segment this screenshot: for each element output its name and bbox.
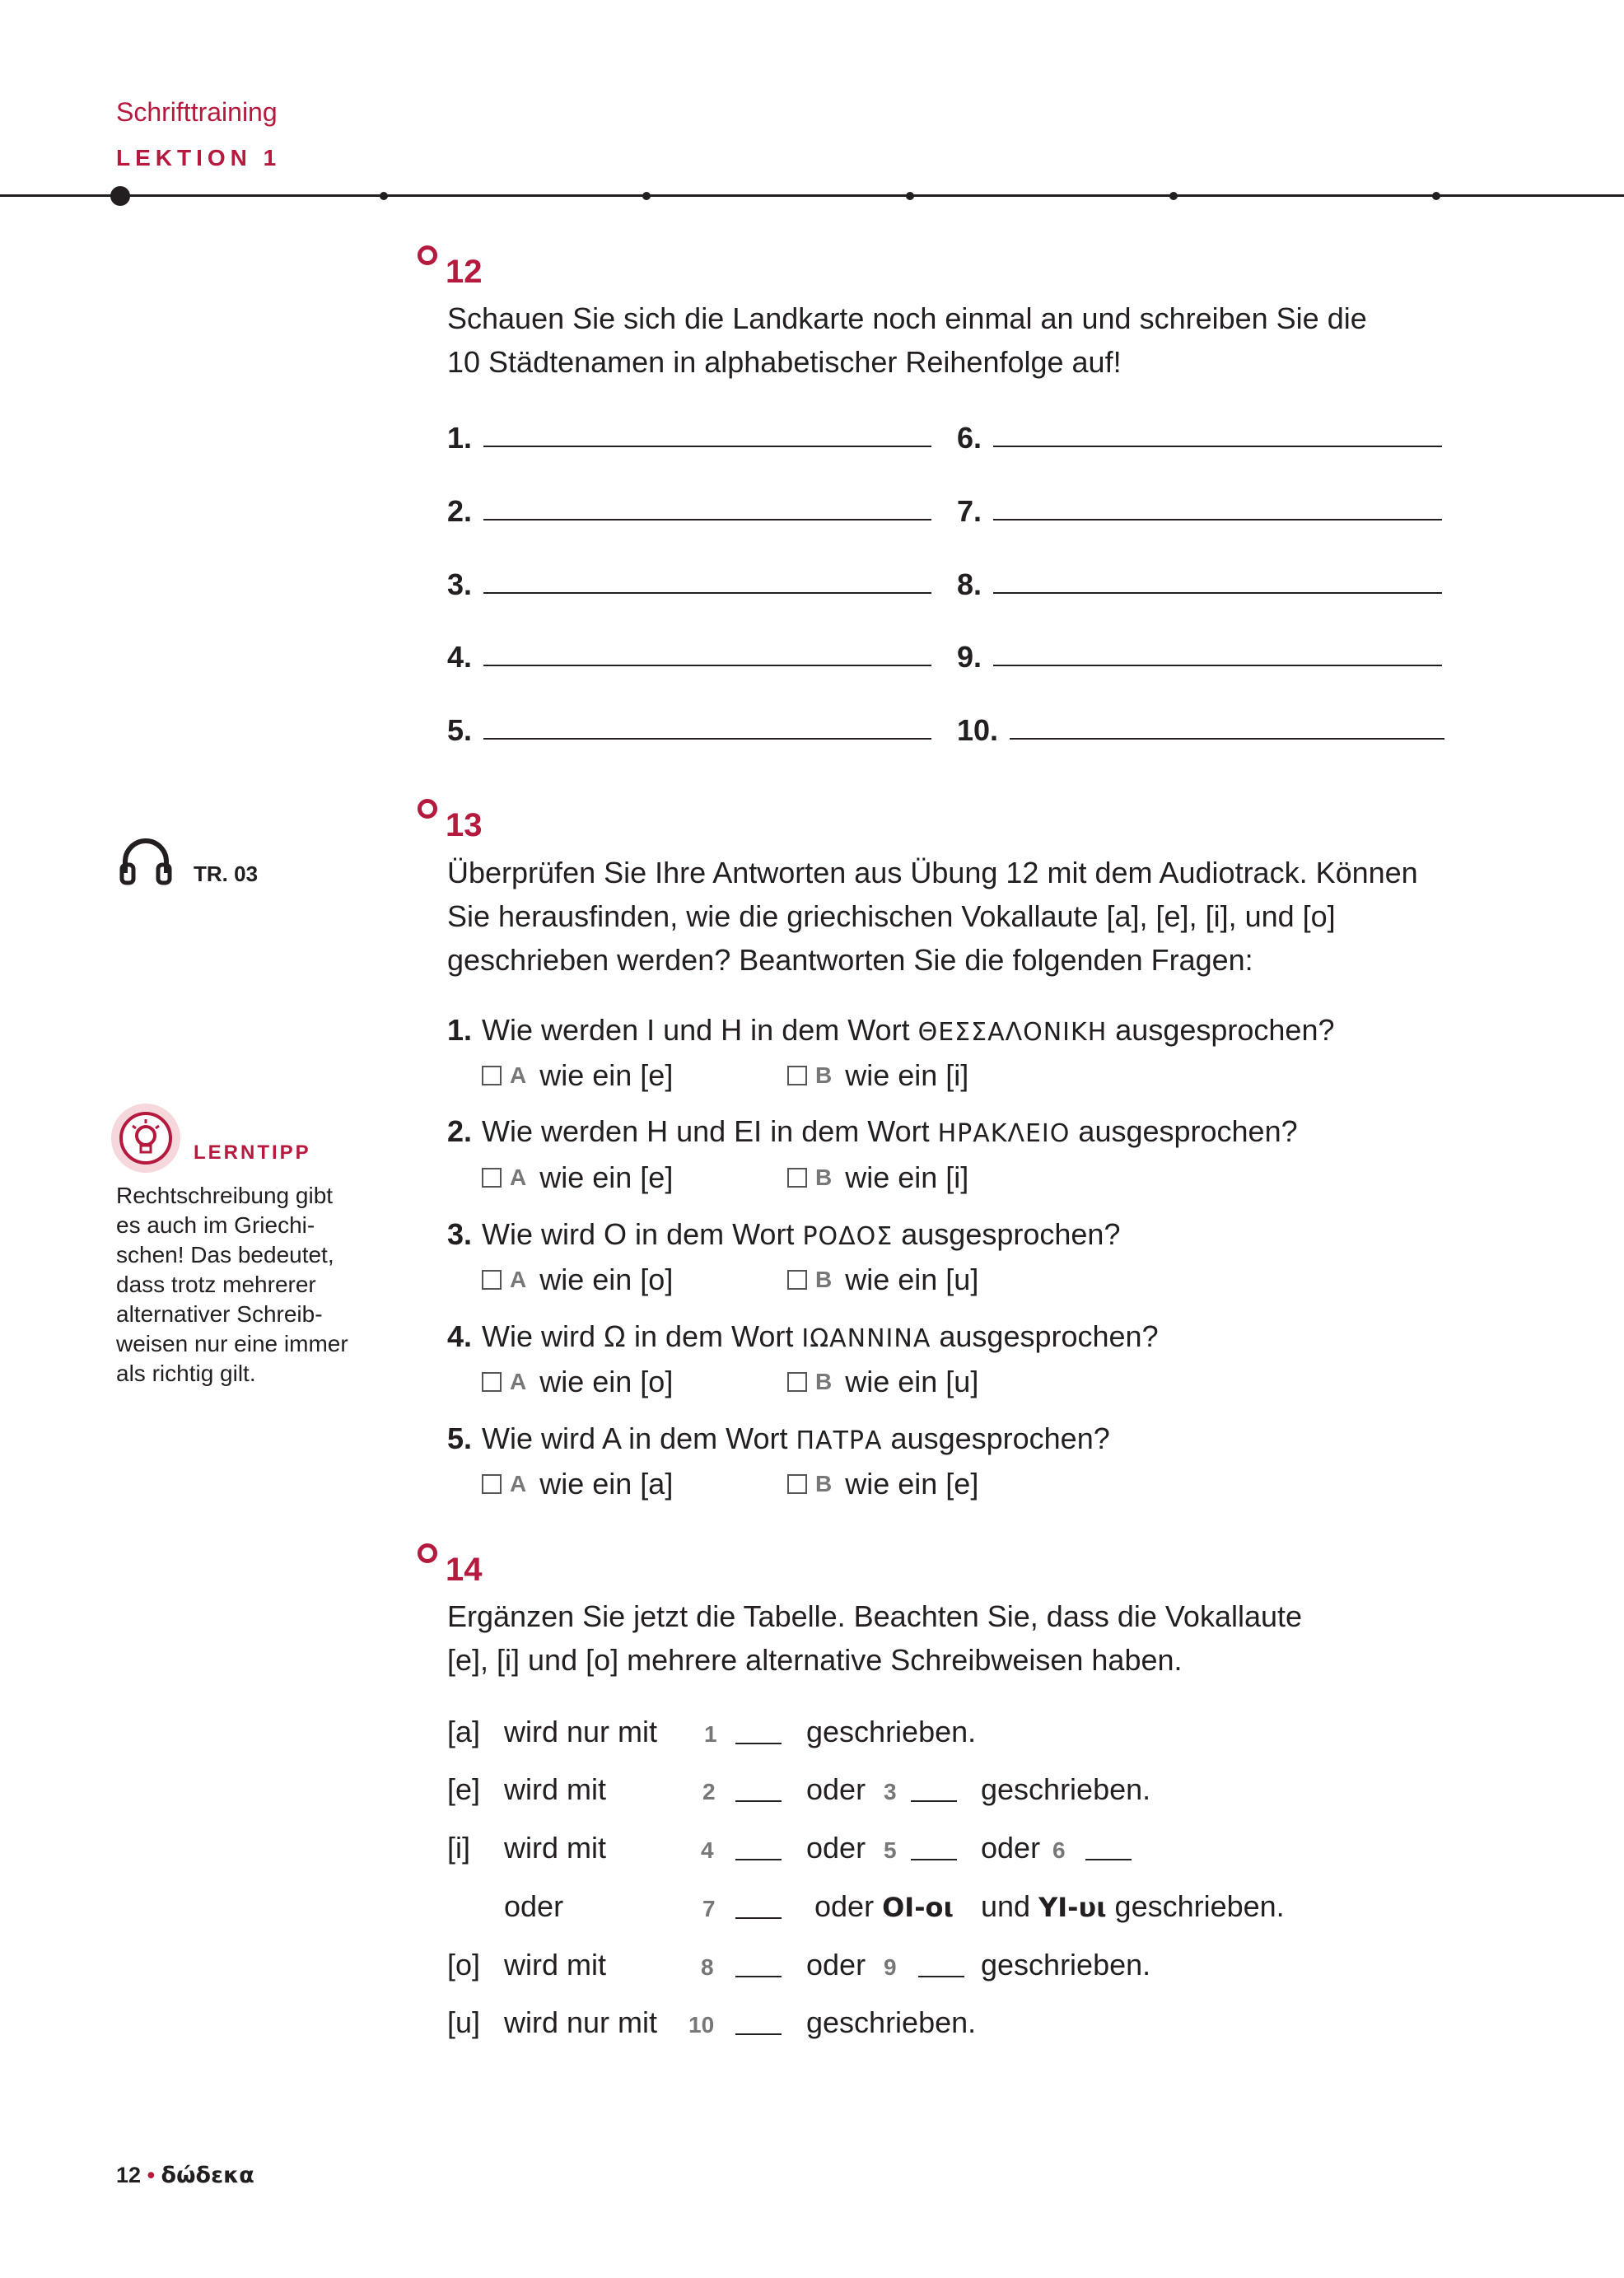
row-end: geschrieben. <box>806 1715 977 1748</box>
checkbox-icon <box>482 1270 502 1290</box>
audio-track-label: TR. 03 <box>194 861 259 886</box>
footer-bullet: • <box>147 2163 156 2187</box>
blank-line[interactable] <box>735 1800 782 1802</box>
rule-dot <box>1432 192 1440 200</box>
blank-number: 10 <box>688 2012 715 2038</box>
blank-number: 6 <box>1052 1837 1066 1863</box>
row-end: geschrieben. <box>981 1772 1151 1806</box>
rule-dot <box>1169 192 1178 200</box>
sound-label: [o] <box>447 1948 481 1982</box>
answer-line-4[interactable]: 4. <box>447 633 931 675</box>
question-1: 1. Wie werden I und H in dem Wort ΘΕΣΣΑΛΟΝΙΚΗ ausgesprochen? <box>447 1013 1335 1047</box>
checkbox-icon <box>482 1066 502 1085</box>
exercise-instructions: Überprüfen Sie Ihre Antworten aus Übung 12 mit dem Audiotrack. Können Sie herausfinden, wie die griechischen Vokallaute [a], [e], [i], und [o] geschrieben werden? Beantworten Sie die folgenden Fragen: <box>447 856 1418 977</box>
blank-number: 3 <box>884 1779 897 1804</box>
blank-line[interactable] <box>911 1859 957 1860</box>
sound-label: [e] <box>447 1772 481 1806</box>
checkbox-icon <box>787 1372 807 1392</box>
header-rule <box>0 194 1624 197</box>
blank-line[interactable] <box>735 1976 782 1977</box>
blank-line[interactable] <box>735 1917 782 1919</box>
answer-line-7[interactable]: 7. <box>957 488 1442 529</box>
row-text: wird mit <box>504 1948 606 1982</box>
row-end: und YI-υι geschrieben. <box>981 1889 1285 1923</box>
exercise-marker <box>418 1543 437 1563</box>
checkbox-icon <box>482 1372 502 1392</box>
option-a-checkbox[interactable]: A wie ein [e] <box>482 1160 673 1195</box>
page-word: δώδεκα <box>161 2163 254 2188</box>
row-oder: oder <box>981 1831 1041 1865</box>
answer-line-1[interactable]: 1. <box>447 414 931 455</box>
row-oder: oder <box>806 1948 866 1982</box>
sound-label: [u] <box>447 2005 481 2039</box>
blank-line[interactable] <box>918 1976 964 1977</box>
exercise-number: 13 <box>446 807 483 843</box>
blank-number: 1 <box>704 1721 717 1747</box>
answer-line-10[interactable]: 10. <box>957 707 1444 748</box>
answer-line-5[interactable]: 5. <box>447 707 931 748</box>
option-b-checkbox[interactable]: B wie ein [i] <box>787 1058 968 1093</box>
option-b-checkbox[interactable]: B wie ein [u] <box>787 1263 978 1297</box>
sound-label: [a] <box>447 1715 481 1748</box>
exercise-instructions: Schauen Sie sich die Landkarte noch einmal an und schreiben Sie die 10 Städtenamen in alphabetischer Reihenfolge auf! <box>447 301 1367 379</box>
question-5: 5. Wie wird A in dem Wort ΠΑΤΡΑ ausgesprochen? <box>447 1421 1110 1455</box>
answer-line-8[interactable]: 8. <box>957 561 1442 602</box>
blank-number: 4 <box>701 1837 714 1863</box>
blank-line[interactable] <box>735 1859 782 1860</box>
row-text: wird mit <box>504 1831 606 1865</box>
exercise-marker <box>418 799 437 819</box>
row-text: wird nur mit <box>504 1715 658 1748</box>
blank-number: 5 <box>884 1837 897 1863</box>
row-end: geschrieben. <box>806 2005 977 2039</box>
answer-line-3[interactable]: 3. <box>447 561 931 602</box>
row-end: geschrieben. <box>981 1948 1151 1982</box>
question-4: 4. Wie wird Ω in dem Wort ΙΩΑΝΝΙΝΑ ausgesprochen? <box>447 1319 1159 1353</box>
sound-label: [i] <box>447 1831 471 1865</box>
page-number: 12 <box>116 2163 142 2187</box>
option-b-checkbox[interactable]: B wie ein [i] <box>787 1160 968 1195</box>
blank-line[interactable] <box>735 1743 782 1744</box>
rule-dot <box>380 192 388 200</box>
question-2: 2. Wie werden H und EI in dem Wort ΗΡΑΚΛΕΙΟ ausgesprochen? <box>447 1114 1298 1148</box>
lesson-label: LEKTION 1 <box>116 145 282 170</box>
exercise-marker <box>418 245 437 265</box>
blank-line[interactable] <box>1085 1859 1132 1860</box>
row-oder: oder OI-οι <box>814 1889 954 1923</box>
answer-line-6[interactable]: 6. <box>957 414 1442 455</box>
section-title: Schrifttraining <box>116 97 278 127</box>
exercise-instructions: Ergänzen Sie jetzt die Tabelle. Beachten Sie, dass die Vokallaute [e], [i] und [o] mehrere alternative Schreibweisen haben. <box>447 1599 1303 1677</box>
checkbox-icon <box>787 1270 807 1290</box>
blank-number: 9 <box>884 1954 897 1980</box>
blank-number: 8 <box>701 1954 714 1980</box>
blank-line[interactable] <box>911 1800 957 1802</box>
answer-line-2[interactable]: 2. <box>447 488 931 529</box>
lightbulb-icon <box>110 1103 181 1174</box>
checkbox-icon <box>482 1168 502 1188</box>
option-a-checkbox[interactable]: A wie ein [e] <box>482 1058 673 1093</box>
headphones-icon <box>119 837 173 886</box>
page-footer <box>116 2163 254 2188</box>
row-text: wird mit <box>504 1772 606 1806</box>
blank-line[interactable] <box>735 2033 782 2035</box>
tip-text: Rechtschreibung gibt es auch im Griechi- schen! Das bedeutet, dass trotz mehrerer alternativer Schreib- weisen nur eine immer als richtig gilt. <box>116 1183 348 1386</box>
row-text: oder <box>504 1889 564 1923</box>
rule-dot <box>110 186 130 206</box>
exercise-number: 14 <box>446 1552 483 1588</box>
option-a-checkbox[interactable]: A wie ein [o] <box>482 1365 673 1399</box>
option-b-checkbox[interactable]: B wie ein [u] <box>787 1365 978 1399</box>
rule-dot <box>642 192 651 200</box>
rule-dot <box>906 192 914 200</box>
question-3: 3. Wie wird O in dem Wort ΡΟΔΟΣ ausgesprochen? <box>447 1217 1121 1251</box>
tip-title: LERNTIPP <box>194 1141 311 1164</box>
option-a-checkbox[interactable]: A wie ein [o] <box>482 1263 673 1297</box>
checkbox-icon <box>787 1474 807 1494</box>
option-b-checkbox[interactable]: B wie ein [e] <box>787 1467 978 1501</box>
answer-line-9[interactable]: 9. <box>957 633 1442 675</box>
row-text: wird nur mit <box>504 2005 658 2039</box>
row-oder: oder <box>806 1831 866 1865</box>
checkbox-icon <box>787 1168 807 1188</box>
checkbox-icon <box>787 1066 807 1085</box>
exercise-number: 12 <box>446 254 483 290</box>
blank-number: 2 <box>702 1779 716 1804</box>
checkbox-icon <box>482 1474 502 1494</box>
option-a-checkbox[interactable]: A wie ein [a] <box>482 1467 673 1501</box>
blank-number: 7 <box>702 1896 716 1921</box>
row-oder: oder <box>806 1772 866 1806</box>
